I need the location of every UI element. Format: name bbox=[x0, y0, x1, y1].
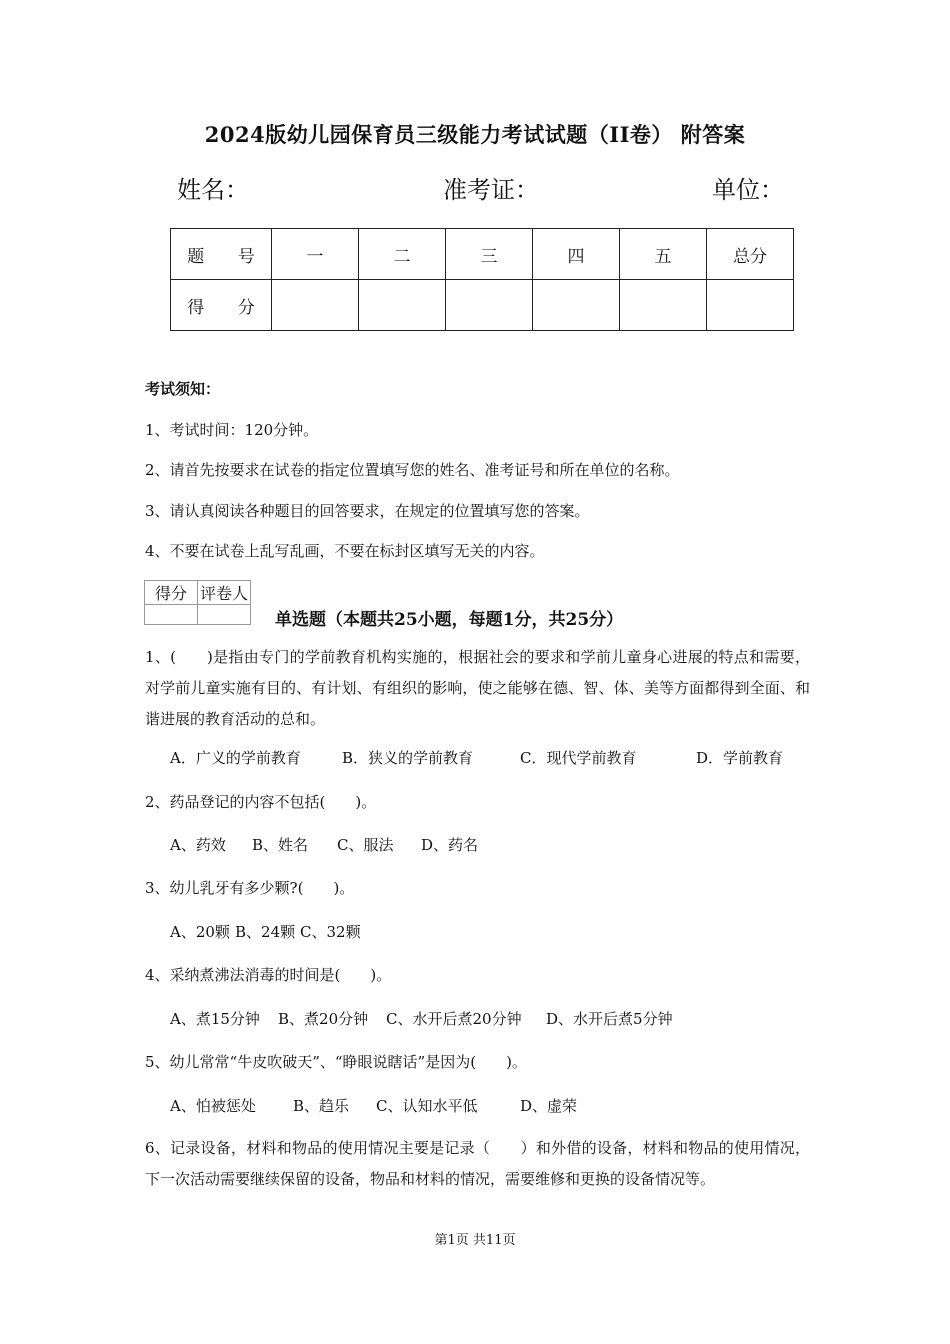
score-header-cell: 二 bbox=[359, 229, 446, 280]
option[interactable]: C、32颗 bbox=[300, 923, 361, 941]
score-table bbox=[170, 228, 794, 331]
option[interactable]: A、药效 bbox=[170, 836, 226, 854]
option[interactable]: A、20颗 bbox=[170, 923, 230, 941]
score-input-cell[interactable] bbox=[707, 280, 794, 331]
option[interactable]: C、服法 bbox=[337, 836, 394, 854]
option[interactable]: A、煮15分钟 bbox=[170, 1010, 260, 1028]
document-title: 2024版幼儿园保育员三级能力考试试题（II卷） 附答案 bbox=[204, 122, 746, 147]
question-1-options bbox=[170, 747, 783, 768]
grader-score-label: 得分 bbox=[145, 581, 198, 605]
grader-table bbox=[144, 580, 251, 625]
score-input-cell[interactable] bbox=[446, 280, 533, 331]
option[interactable]: C、认知水平低 bbox=[376, 1097, 478, 1115]
option[interactable]: A．广义的学前教育 bbox=[170, 749, 301, 767]
score-header-cell: 题 号 bbox=[171, 229, 272, 280]
question-3-text: 3、幼儿乳牙有多少颗?( )。 bbox=[145, 879, 355, 897]
grader-name-cell[interactable] bbox=[198, 605, 251, 625]
notice-title: 考试须知： bbox=[145, 380, 221, 398]
notice-item: 4、不要在试卷上乱写乱画，不要在标封区填写无关的内容。 bbox=[145, 542, 545, 560]
notice-item: 3、请认真阅读各种题目的回答要求，在规定的位置填写您的答案。 bbox=[145, 502, 590, 520]
option[interactable]: D、水开后煮5分钟 bbox=[546, 1010, 673, 1028]
option[interactable]: B、姓名 bbox=[252, 836, 309, 854]
exam-id-field-label: 准考证： bbox=[443, 176, 539, 204]
notice-item: 1、考试时间：120分钟。 bbox=[145, 421, 319, 439]
question-5-text: 5、幼儿常常“牛皮吹破天”、“睁眼说瞎话”是因为( )。 bbox=[145, 1053, 527, 1071]
question-4-options bbox=[170, 1008, 673, 1029]
option[interactable]: D．学前教育 bbox=[696, 749, 784, 767]
question-2-text: 2、药品登记的内容不包括( )。 bbox=[145, 793, 377, 811]
score-input-cell[interactable] bbox=[272, 280, 359, 331]
option[interactable]: A、怕被惩处 bbox=[170, 1097, 256, 1115]
question-2-options bbox=[170, 834, 478, 855]
score-header-cell: 总分 bbox=[707, 229, 794, 280]
page-footer: 第1页 共11页 bbox=[434, 1233, 516, 1248]
score-input-cell[interactable] bbox=[533, 280, 620, 331]
option[interactable]: B、煮20分钟 bbox=[278, 1010, 369, 1028]
score-header-cell: 三 bbox=[446, 229, 533, 280]
notice-item: 2、请首先按要求在试卷的指定位置填写您的姓名、准考证号和所在单位的名称。 bbox=[145, 461, 680, 479]
grader-name-label: 评卷人 bbox=[198, 581, 251, 605]
score-table-score-row bbox=[171, 280, 794, 331]
option[interactable]: B、趋乐 bbox=[293, 1097, 350, 1115]
question-4-text: 4、采纳煮沸法消毒的时间是( )。 bbox=[145, 966, 392, 984]
option[interactable]: B．狭义的学前教育 bbox=[342, 749, 474, 767]
option[interactable]: C、水开后煮20分钟 bbox=[386, 1010, 522, 1028]
score-header-cell: 五 bbox=[620, 229, 707, 280]
option[interactable]: D、药名 bbox=[421, 836, 479, 854]
grader-score-cell[interactable] bbox=[145, 605, 198, 625]
section-title: 单选题（本题共25小题，每题1分，共25分） bbox=[275, 610, 624, 630]
option[interactable]: B、24颗 bbox=[235, 923, 296, 941]
unit-field-label: 单位： bbox=[712, 176, 784, 204]
option[interactable]: C．现代学前教育 bbox=[520, 749, 637, 767]
score-input-cell[interactable] bbox=[620, 280, 707, 331]
score-table-header-row bbox=[171, 229, 794, 280]
score-header-cell: 四 bbox=[533, 229, 620, 280]
score-input-cell[interactable] bbox=[359, 280, 446, 331]
score-header-cell: 一 bbox=[272, 229, 359, 280]
question-5-options bbox=[170, 1095, 577, 1116]
option[interactable]: D、虚荣 bbox=[520, 1097, 578, 1115]
question-6-text: 6、记录设备，材料和物品的使用情况主要是记录（ ）和外借的设备，材料和物品的使用情况，下一次活动需要继续保留的设备，物品和材料的情况，需要维修和更换的设备情况等。 bbox=[145, 1139, 810, 1188]
question-1-text: 1、( )是指由专门的学前教育机构实施的，根据社会的要求和学前儿童身心进展的特点和需要，对学前儿童实施有目的、有计划、有组织的影响，使之能够在德、智、体、美等方面都得到全面、和谐进展的教育活动的总和。 bbox=[145, 648, 810, 728]
name-field-label: 姓名： bbox=[177, 176, 249, 204]
score-row-label: 得 分 bbox=[171, 280, 272, 331]
question-3-options bbox=[170, 921, 361, 942]
